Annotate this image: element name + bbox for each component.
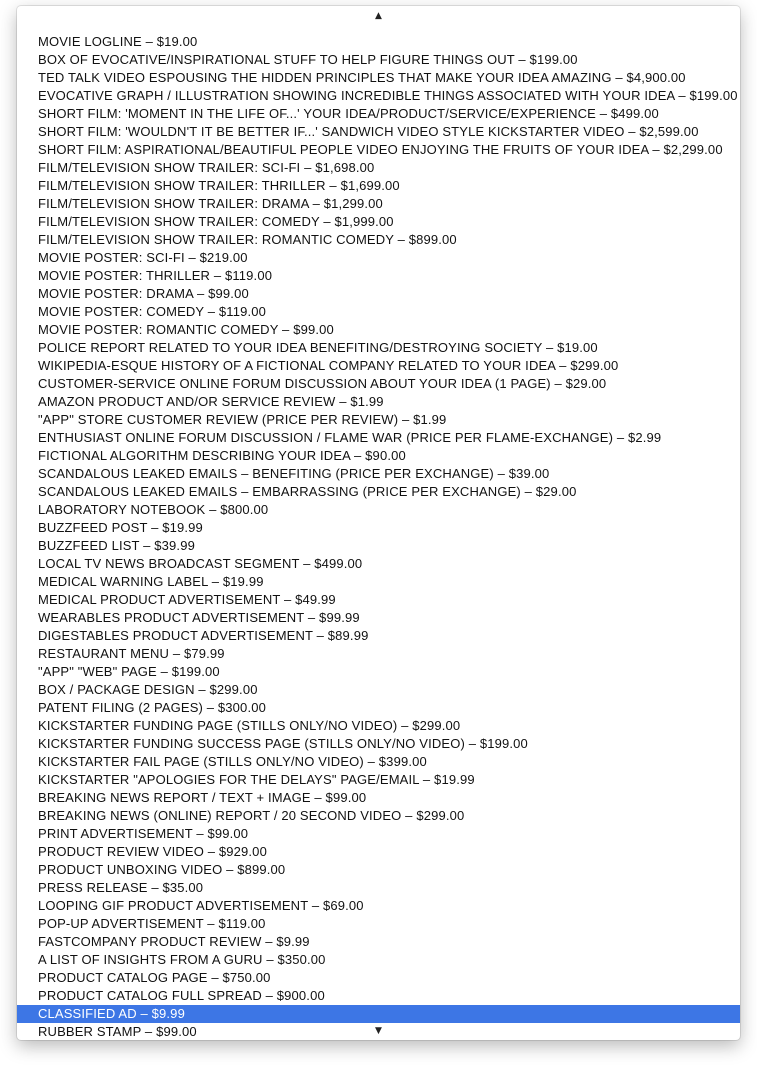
menu-item[interactable]: MOVIE POSTER: THRILLER – $119.00 xyxy=(38,268,273,283)
scroll-up-arrow-icon[interactable]: ▲ xyxy=(375,11,382,21)
menu-item[interactable]: WIKIPEDIA-ESQUE HISTORY OF A FICTIONAL COMPANY RELATED TO YOUR IDEA – $299.00 xyxy=(38,358,619,373)
menu-item[interactable]: BUZZFEED POST – $19.99 xyxy=(38,520,203,535)
menu-item[interactable]: BREAKING NEWS REPORT / TEXT + IMAGE – $99.00 xyxy=(38,790,367,805)
menu-item[interactable]: FILM/TELEVISION SHOW TRAILER: THRILLER – $1,699.00 xyxy=(38,178,400,193)
menu-item[interactable]: SHORT FILM: 'MOMENT IN THE LIFE OF...' YOUR IDEA/PRODUCT/SERVICE/EXPERIENCE – $499.00 xyxy=(38,106,659,121)
menu-item[interactable]: RUBBER STAMP – $99.00 xyxy=(38,1024,197,1039)
menu-item[interactable]: "APP" "WEB" PAGE – $199.00 xyxy=(38,664,220,679)
menu-item[interactable]: BUZZFEED LIST – $39.99 xyxy=(38,538,195,553)
menu-item[interactable]: PRESS RELEASE – $35.00 xyxy=(38,880,204,895)
menu-item[interactable]: "APP" STORE CUSTOMER REVIEW (PRICE PER REVIEW) – $1.99 xyxy=(38,412,447,427)
menu-item[interactable]: PRODUCT UNBOXING VIDEO – $899.00 xyxy=(38,862,286,877)
menu-item[interactable]: DIGESTABLES PRODUCT ADVERTISEMENT – $89.99 xyxy=(38,628,369,643)
menu-item[interactable]: BOX OF EVOCATIVE/INSPIRATIONAL STUFF TO HELP FIGURE THINGS OUT – $199.00 xyxy=(38,52,578,67)
menu-item[interactable]: FICTIONAL ALGORITHM DESCRIBING YOUR IDEA – $90.00 xyxy=(38,448,406,463)
menu-item[interactable]: FILM/TELEVISION SHOW TRAILER: SCI-FI – $1,698.00 xyxy=(38,160,375,175)
menu-item[interactable]: KICKSTARTER FAIL PAGE (STILLS ONLY/NO VIDEO) – $399.00 xyxy=(38,754,427,769)
menu-item[interactable]: EVOCATIVE GRAPH / ILLUSTRATION SHOWING INCREDIBLE THINGS ASSOCIATED WITH YOUR IDEA – $199.00 xyxy=(38,88,738,103)
menu-item[interactable]: KICKSTARTER FUNDING SUCCESS PAGE (STILLS ONLY/NO VIDEO) – $199.00 xyxy=(38,736,528,751)
menu-item[interactable]: MEDICAL WARNING LABEL – $19.99 xyxy=(38,574,264,589)
scroll-down-arrow-icon[interactable]: ▼ xyxy=(375,1026,382,1036)
dropdown-menu xyxy=(17,6,740,1040)
menu-item[interactable]: FILM/TELEVISION SHOW TRAILER: COMEDY – $1,999.00 xyxy=(38,214,394,229)
menu-item[interactable]: POLICE REPORT RELATED TO YOUR IDEA BENEFITING/DESTROYING SOCIETY – $19.00 xyxy=(38,340,598,355)
menu-item[interactable]: LOCAL TV NEWS BROADCAST SEGMENT – $499.00 xyxy=(38,556,363,571)
menu-item[interactable]: PRODUCT CATALOG FULL SPREAD – $900.00 xyxy=(38,988,325,1003)
menu-item[interactable]: SHORT FILM: 'WOULDN'T IT BE BETTER IF...' SANDWICH VIDEO STYLE KICKSTARTER VIDEO – $2,599.00 xyxy=(38,124,699,139)
menu-item[interactable]: LOOPING GIF PRODUCT ADVERTISEMENT – $69.00 xyxy=(38,898,364,913)
menu-item[interactable]: PATENT FILING (2 PAGES) – $300.00 xyxy=(38,700,266,715)
menu-item[interactable]: FILM/TELEVISION SHOW TRAILER: ROMANTIC COMEDY – $899.00 xyxy=(38,232,457,247)
menu-item[interactable]: AMAZON PRODUCT AND/OR SERVICE REVIEW – $1.99 xyxy=(38,394,384,409)
menu-item[interactable]: BREAKING NEWS (ONLINE) REPORT / 20 SECOND VIDEO – $299.00 xyxy=(38,808,465,823)
menu-item[interactable]: PRINT ADVERTISEMENT – $99.00 xyxy=(38,826,249,841)
menu-item[interactable]: BOX / PACKAGE DESIGN – $299.00 xyxy=(38,682,258,697)
menu-list-viewport xyxy=(17,24,740,1039)
menu-item[interactable]: A LIST OF INSIGHTS FROM A GURU – $350.00 xyxy=(38,952,326,967)
menu-item[interactable]: RESTAURANT MENU – $79.99 xyxy=(38,646,225,661)
menu-item[interactable]: KICKSTARTER "APOLOGIES FOR THE DELAYS" PAGE/EMAIL – $19.99 xyxy=(38,772,475,787)
menu-item[interactable]: MEDICAL PRODUCT ADVERTISEMENT – $49.99 xyxy=(38,592,336,607)
menu-item[interactable]: PRODUCT REVIEW VIDEO – $929.00 xyxy=(38,844,267,859)
menu-item[interactable]: LABORATORY NOTEBOOK – $800.00 xyxy=(38,502,269,517)
menu-list xyxy=(17,33,740,1041)
menu-item[interactable]: ENTHUSIAST ONLINE FORUM DISCUSSION / FLAME WAR (PRICE PER FLAME-EXCHANGE) – $2.99 xyxy=(38,430,662,445)
menu-item[interactable]: MOVIE POSTER: ROMANTIC COMEDY – $99.00 xyxy=(38,322,334,337)
menu-item[interactable]: SCANDALOUS LEAKED EMAILS – BENEFITING (PRICE PER EXCHANGE) – $39.00 xyxy=(38,466,550,481)
menu-item[interactable]: TED TALK VIDEO ESPOUSING THE HIDDEN PRINCIPLES THAT MAKE YOUR IDEA AMAZING – $4,900.00 xyxy=(38,70,686,85)
menu-item[interactable]: FASTCOMPANY PRODUCT REVIEW – $9.99 xyxy=(38,934,310,949)
menu-item[interactable]: PRODUCT CATALOG PAGE – $750.00 xyxy=(38,970,271,985)
menu-item[interactable]: MOVIE POSTER: DRAMA – $99.00 xyxy=(38,286,249,301)
menu-item[interactable]: SHORT FILM: ASPIRATIONAL/BEAUTIFUL PEOPLE VIDEO ENJOYING THE FRUITS OF YOUR IDEA – $2,299.00 xyxy=(38,142,723,157)
menu-item[interactable]: KICKSTARTER FUNDING PAGE (STILLS ONLY/NO VIDEO) – $299.00 xyxy=(38,718,461,733)
menu-item[interactable]: POP-UP ADVERTISEMENT – $119.00 xyxy=(38,916,266,931)
menu-item[interactable]: MOVIE POSTER: SCI-FI – $219.00 xyxy=(38,250,248,265)
menu-item-selected[interactable]: CLASSIFIED AD – $9.99 xyxy=(17,1005,740,1023)
menu-item[interactable]: MOVIE LOGLINE – $19.00 xyxy=(38,34,198,49)
menu-item[interactable]: FILM/TELEVISION SHOW TRAILER: DRAMA – $1,299.00 xyxy=(38,196,383,211)
menu-item[interactable]: SCANDALOUS LEAKED EMAILS – EMBARRASSING (PRICE PER EXCHANGE) – $29.00 xyxy=(38,484,577,499)
menu-item[interactable]: CUSTOMER-SERVICE ONLINE FORUM DISCUSSION ABOUT YOUR IDEA (1 PAGE) – $29.00 xyxy=(38,376,607,391)
menu-item[interactable]: MOVIE POSTER: COMEDY – $119.00 xyxy=(38,304,266,319)
menu-item[interactable]: WEARABLES PRODUCT ADVERTISEMENT – $99.99 xyxy=(38,610,360,625)
